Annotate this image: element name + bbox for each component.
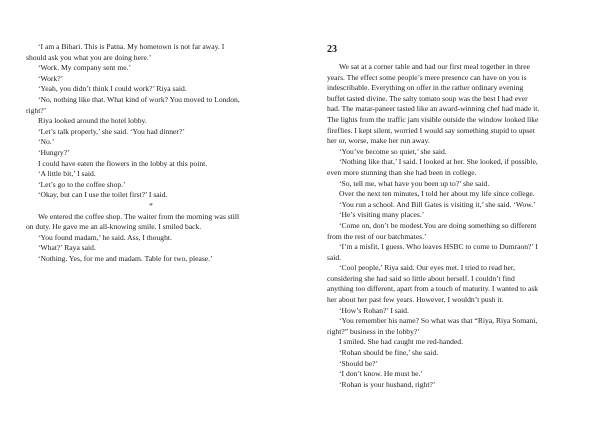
text-line: ‘Nothing. Yes, for me and madam. Table for two, please.’ [38, 253, 213, 263]
text-line: right?’ [26, 105, 47, 115]
text-line: ‘No, nothing like that. What kind of work? You moved to London, [38, 94, 240, 104]
text-line: ‘Cool people,’ Riya said. Our eyes met. I tried to read her, [339, 263, 516, 273]
text-line: ‘You found madam,’ he said. Ass, I thought. [38, 232, 172, 242]
text-line: Riya looked around the hotel lobby. [38, 116, 147, 126]
text-line: ‘Rohan should be fine,’ she said. [339, 348, 439, 358]
text-line: ‘Let’s talk properly,’ she said. ‘You had dinner?’ [38, 126, 185, 136]
text-line: ‘Should be?’ [339, 358, 379, 368]
text-line: ‘Come on, don’t be modest.You are doing something so different [339, 220, 537, 230]
section-separator: * [149, 200, 153, 210]
text-line: from the rest of our batchmates.’ [327, 231, 427, 241]
text-line: ‘So, tell me, what have you been up to?’ she said. [339, 178, 490, 188]
text-line: ‘Okay, but can I use the toilet first?’ I said. [38, 190, 168, 200]
text-line: ‘I am a Bihari. This is Patna. My hometown is not far away. I [38, 42, 225, 51]
text-line: Over the next ten minutes, I told her about my life since college. [339, 189, 535, 199]
right-page-text [327, 62, 577, 390]
text-line: said. [327, 252, 342, 262]
right-page [327, 44, 577, 390]
text-line: ‘Hungry?’ [38, 147, 70, 157]
text-line: ‘No.’ [38, 137, 55, 147]
text-line: buffet tasted divine. The salty tomato soup was the best I had ever [327, 93, 528, 103]
text-line: ‘He’s visiting many places.’ [339, 210, 425, 220]
text-line: ‘You’ve become so quiet,’ she said. [339, 146, 447, 156]
text-line: ‘I don’t know. He must be.’ [339, 369, 423, 379]
text-line: ‘A little bit,’ I said. [38, 169, 96, 179]
text-line: ‘Work. My company sent me.’ [38, 63, 132, 73]
text-line: fireflies. I kept silent, worried I would say something stupid to upset [327, 125, 535, 135]
chapter-number: 23 [327, 44, 337, 55]
text-line: ‘Nothing like that,’ I said. I looked at her. She looked, if possible, [339, 157, 538, 167]
text-line: right?” business in the lobby?’ [327, 326, 420, 336]
text-line: We sat at a corner table and had our first meal together in three [339, 62, 531, 71]
text-line: ‘Yeah, you didn’t think I could work?’ Riya said. [38, 84, 187, 94]
text-line: The lights from the traffic jam visible outside the window looked like [327, 114, 539, 124]
text-line: ‘What?’ Raya said. [38, 243, 96, 253]
text-line: her about her past few years. However, I wouldn’t push it. [327, 295, 504, 305]
text-line: considering she had said so little about herself. I couldn’t find [327, 273, 515, 283]
text-line: ‘Work?’ [38, 73, 64, 83]
text-line: ‘You remember his name? So what was that “Riya, Riya Somani, [339, 316, 538, 326]
text-line: ‘Rohan is your husband, right?’ [339, 379, 436, 389]
text-line: should ask you what you are doing here.’ [26, 52, 152, 62]
left-page-text [26, 42, 276, 264]
text-line: on duty. He gave me an all-knowing smile. I smiled back. [26, 222, 202, 232]
left-page [26, 42, 276, 264]
text-line: indescribable. Everything on offer in the rather ordinary evening [327, 83, 524, 93]
text-line: ‘I’m a misfit, I guess. Who leaves HSBC to come to Dumraon?’ I [339, 242, 538, 252]
text-line: I could have eaten the flowers in the lobby at this point. [38, 158, 208, 168]
text-line: ‘You run a school. And Bill Gates is visiting it,’ she said. ‘Wow.’ [339, 199, 536, 209]
text-line: We entered the coffee shop. The waiter from the morning was still [38, 211, 240, 221]
text-line: even more stunning than she had been in college. [327, 167, 477, 177]
text-line: had. The matar-paneer tasted like an award-winning chef had made it. [327, 104, 540, 114]
text-line: ‘How’s Rohan?’ I said. [339, 305, 409, 315]
text-line: anything too different, apart from a touch of maturity. I wanted to ask [327, 284, 539, 294]
text-line: years. The effect some people’s mere presence can have on you is [327, 72, 527, 82]
text-line: ‘Let’s go to the coffee shop.’ [38, 179, 126, 189]
text-line: her or, worse, make her run away. [327, 136, 430, 146]
text-line: I smiled. She had caught me red-handed. [339, 337, 463, 347]
